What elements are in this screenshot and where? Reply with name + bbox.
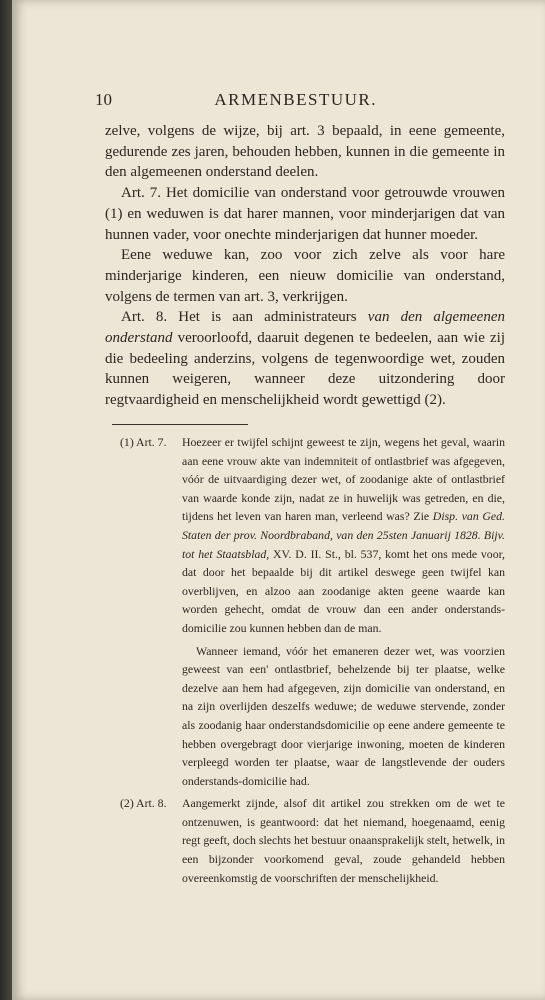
footnote-1-para-2: Wanneer iemand, vóór het emaneren dezer wet, was voorzien geweest van een' ontlastbrief, behelzende bij ter plaatse, welke dezelve aan hem had afgegeven, zijn domicilie van onderstand, en na zijn overlijden deszelfs weduwe; de weduwe stervende, zonder als zoodanig haar onderstandsdomicilie op eene andere gemeente te hebben overgebragt door vierjarige inwoning, moeten de kinderen verpleegd worden ter plaatse, waar de langstlevende der ouders onderstands-domicilie had. (182, 643, 505, 788)
footnote-rule (112, 424, 248, 425)
footnotes (120, 433, 505, 887)
footnote-2 (120, 794, 505, 887)
main-text (105, 121, 505, 411)
art-8-text-start: Art. 8. Het is aan administrateurs (121, 309, 368, 326)
footnote-1-text-b: XV. D. II. St., bl. 537, komt het ons mede voor, dat door het bepaalde bij dit artikel deswege geen twijfel kan overblijven, en alzoo aan zoodanige akten geene waarde kan worden gehecht, omdat de vrouw dan een ander onderstands-domicilie zou kunnen hebben dan de man. (182, 546, 505, 635)
footnote-1-body (182, 433, 505, 790)
footnote-1 (120, 433, 505, 790)
footnote-2-ref: (2) Art. 8. (120, 796, 167, 811)
art-8-text-end: veroorloofd, daaruit degenen te bedeelen, aan wie zij die bedeeling anderzins, volgens de tegenwoordige wet, zouden kunnen weigeren, wanneer deze uitzondering door regtvaardigheid en menschelijkheid wordt gewettigd (2). (105, 330, 505, 409)
footnote-1-ref: (1) Art. 7. (120, 435, 167, 449)
scan-edge (0, 0, 12, 1000)
footnote-1-para-1 (182, 433, 505, 638)
paragraph-widow: Eene weduwe kan, zoo voor zich zelve als voor hare minderjarige kinderen, een nieuw domicilie van onderstand, volgens de termen van art. 3, verkrijgen. (105, 247, 505, 305)
footnote-1-italic: Disp. van Ged. Staten der prov. Noordbraband, van den 25sten Januarij 1828. Bijv. tot het Staatsblad, (182, 509, 505, 561)
footnote-1-text-a: Hoezeer er twijfel schijnt geweest te zijn, wegens het geval, waarin aan eene vrouw akte van indemniteit of ontlastbrief was afgegeven, vóór de uitvaardiging dezer wet, of zoodanige akte of ontlastbrief van waarde konde zijn, nadat ze in huwelijk was getreden, en die, tijdens het leven van haren man, verleend was? Zie (182, 435, 505, 524)
footnote-2-text: Aangemerkt zijnde, alsof dit artikel zou strekken om de wet te ontzenuwen, is geantwoord: dat het niemand, hoegenaamd, eenig regt geeft, doch slechts het bestuur onaansprakelijk stelt, hetwelk, in een bijzonder voorkomend geval, zoude gehandeld hebben overeenkomstig de voorschriften der menschelijkheid. (182, 796, 505, 885)
paragraph-continuation: zelve, volgens de wijze, bij art. 3 bepaald, in eene gemeente, gedurende zes jaren, behouden hebben, kunnen in die gemeente in den algemeenen onderstand deelen. (105, 123, 505, 181)
page-header (95, 90, 377, 110)
footnote-2-body (182, 794, 505, 887)
art-8-italic: van den algemeenen onderstand (105, 309, 506, 347)
paragraph-art-7: Art. 7. Het domicilie van onderstand voor getrouwde vrouwen (1) en weduwen is dat harer mannen, voor minderjarigen dat van hunnen vader, voor onechte minderjarigen dat hunner moeder. (105, 185, 505, 243)
running-head: ARMENBESTUUR. (214, 90, 377, 109)
page-number: 10 (95, 90, 112, 109)
paragraph-art-8 (105, 307, 505, 411)
